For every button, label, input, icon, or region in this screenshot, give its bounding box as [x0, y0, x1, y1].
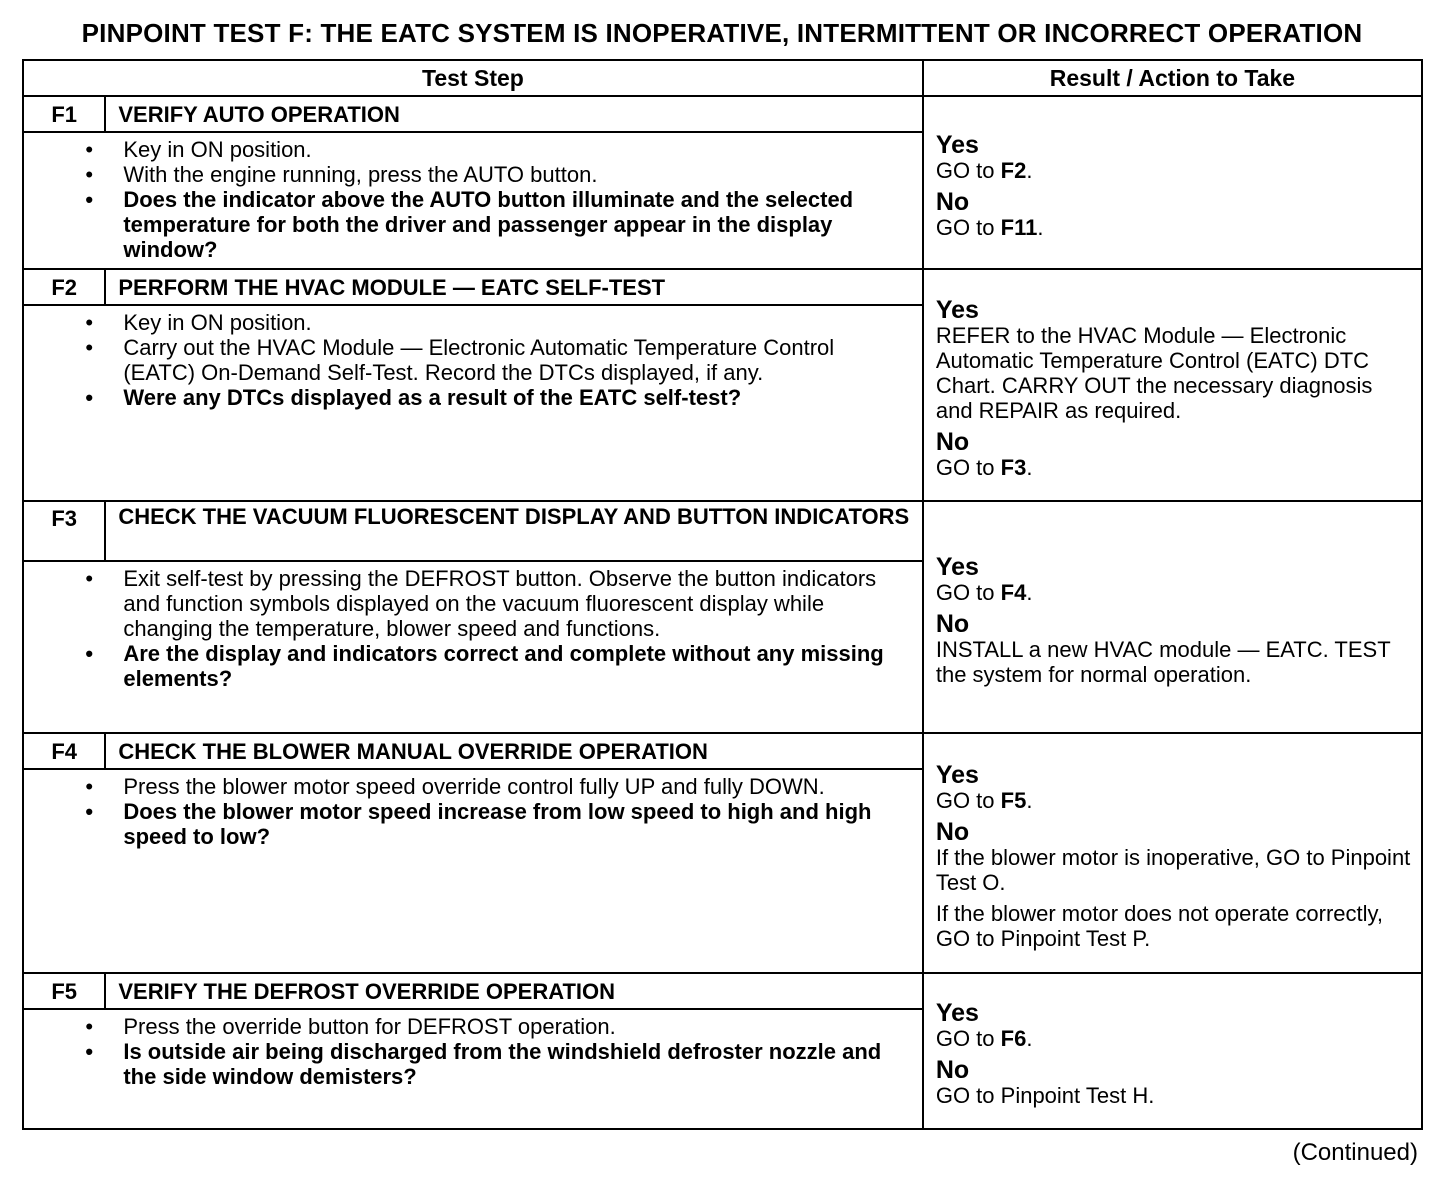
header-result: Result / Action to Take	[923, 60, 1422, 96]
continued-note: (Continued)	[1292, 1139, 1418, 1166]
step-body	[105, 305, 923, 501]
no-label: No	[935, 609, 970, 638]
yes-label: Yes	[935, 760, 979, 789]
page-title: PINPOINT TEST F: THE EATC SYSTEM IS INOPERATIVE, INTERMITTENT OR INCORRECT OPERATION	[81, 18, 1363, 48]
step-reference: F3	[1000, 454, 1027, 480]
step-title-row	[23, 269, 1422, 305]
step-title-row	[23, 501, 1422, 561]
question-item: • Does the indicator above the AUTO button illuminate and the selected temperature for both the driver and passenger appear in the display window?	[23, 187, 892, 262]
no-action: If the blower motor is inoperative, GO to Pinpoint Test O.	[935, 844, 1411, 895]
step-title: VERIFY THE DEFROST OVERRIDE OPERATION	[105, 973, 923, 1009]
no-action-alt: If the blower motor does not operate correctly, GO to Pinpoint Test P.	[935, 900, 1383, 951]
step-reference: F6	[1000, 1026, 1027, 1051]
list-item: • Exit self-test by pressing the DEFROST button. Observe the button indicators and function symbols displayed on the vacuum fluorescent display while changing the temperature, blower speed and functions.	[23, 566, 892, 641]
step-title: PERFORM THE HVAC MODULE — EATC SELF-TEST	[105, 269, 923, 305]
no-label: No	[935, 427, 970, 456]
step-title-row	[23, 96, 1422, 132]
step-body	[105, 132, 923, 269]
question-item: • Are the display and indicators correct and complete without any missing elements?	[23, 641, 892, 691]
result-cell	[923, 269, 1422, 501]
step-body	[105, 561, 923, 733]
question-item: • Were any DTCs displayed as a result of the EATC self-test?	[23, 385, 892, 410]
yes-action: GO to F5.	[935, 787, 1033, 813]
step-reference: F5	[1000, 787, 1027, 813]
step-id: F5	[23, 973, 105, 1009]
header-test-step: Test Step	[23, 60, 923, 96]
yes-label: Yes	[935, 130, 979, 159]
list-item: • With the engine running, press the AUTO button.	[23, 162, 892, 187]
step-title-row	[23, 973, 1422, 1009]
no-action: GO to Pinpoint Test H.	[935, 1083, 1155, 1108]
step-body	[105, 1009, 923, 1129]
no-action: GO to F3.	[935, 454, 1033, 480]
step-reference: F4	[1000, 579, 1027, 605]
no-label: No	[935, 1056, 970, 1084]
pinpoint-test-table	[22, 59, 1423, 1130]
no-action: GO to F11.	[935, 214, 1044, 240]
yes-action: REFER to the HVAC Module — Electronic Automatic Temperature Control (EATC) DTC Chart. CARRY OUT the necessary diagnosis and REPAIR as required.	[935, 322, 1373, 423]
question-item: • Does the blower motor speed increase from low speed to high and high speed to low?	[23, 799, 892, 849]
list-item: • Press the blower motor speed override control fully UP and fully DOWN.	[23, 774, 892, 799]
yes-label: Yes	[935, 552, 979, 581]
step-title: VERIFY AUTO OPERATION	[105, 96, 923, 132]
step-id: F1	[23, 96, 105, 132]
yes-action: GO to F4.	[935, 579, 1033, 605]
step-id: F2	[23, 269, 105, 305]
list-item: • Key in ON position.	[23, 310, 892, 335]
yes-action: GO to F2.	[935, 157, 1033, 183]
step-reference: F2	[1000, 157, 1027, 183]
step-title: CHECK THE BLOWER MANUAL OVERRIDE OPERATION	[105, 733, 923, 769]
step-body	[105, 769, 923, 973]
list-item: • Carry out the HVAC Module — Electronic Automatic Temperature Control (EATC) On-Demand Self-Test. Record the DTCs displayed, if any.	[23, 335, 892, 385]
question-item: • Is outside air being discharged from the windshield defroster nozzle and the side window demisters?	[23, 1039, 892, 1089]
yes-action: GO to F6.	[935, 1026, 1033, 1051]
result-cell	[923, 96, 1422, 269]
list-item: • Press the override button for DEFROST operation.	[23, 1014, 892, 1039]
no-label: No	[935, 187, 970, 216]
no-action: INSTALL a new HVAC module — EATC. TEST the system for normal operation.	[935, 636, 1391, 687]
result-cell	[923, 733, 1422, 973]
result-cell	[923, 501, 1422, 733]
step-id: F3	[23, 501, 105, 561]
step-id: F4	[23, 733, 105, 769]
table-header-row	[23, 60, 1422, 96]
result-cell	[923, 973, 1422, 1129]
step-title: CHECK THE VACUUM FLUORESCENT DISPLAY AND BUTTON INDICATORS	[105, 501, 923, 561]
yes-label: Yes	[935, 999, 979, 1027]
step-reference: F11	[1000, 214, 1038, 240]
list-item: • Key in ON position.	[23, 137, 892, 162]
yes-label: Yes	[935, 295, 979, 324]
step-title-row	[23, 733, 1422, 769]
no-label: No	[935, 817, 970, 846]
